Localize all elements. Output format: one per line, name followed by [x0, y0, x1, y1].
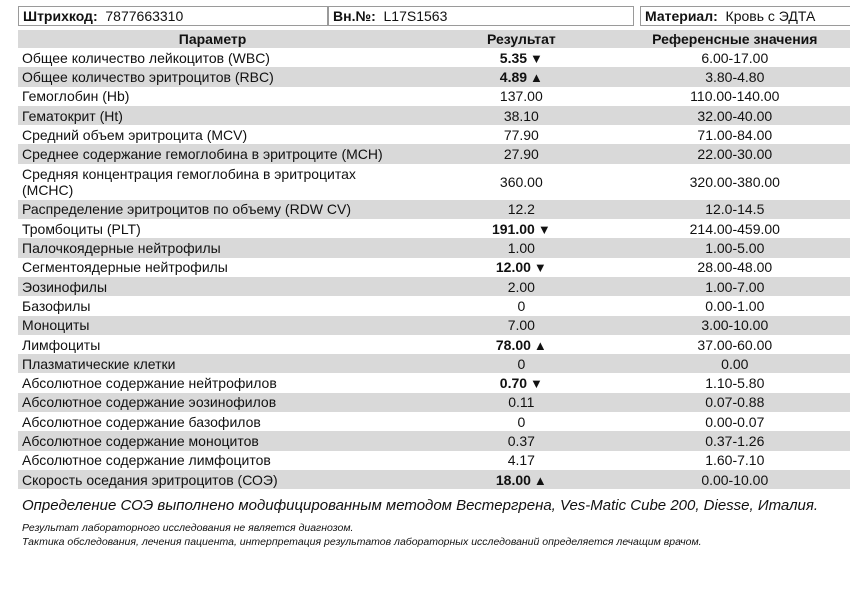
column-header-reference: Референсные значения — [652, 31, 818, 47]
barcode-cell — [18, 6, 328, 26]
result-value: 78.00 — [495, 336, 531, 353]
table-row — [18, 451, 850, 470]
result-cell — [411, 108, 631, 124]
reference-range: 71.00-84.00 — [697, 126, 773, 143]
material-cell — [640, 6, 850, 26]
result-value: 0.11 — [508, 394, 535, 411]
extra-column-cell — [840, 258, 850, 277]
table-row — [18, 238, 850, 257]
parameter-name: Палочкоядерные нейтрофилы — [22, 240, 221, 257]
parameter-name: Лимфоциты — [22, 336, 101, 353]
column-header-extra — [840, 30, 850, 48]
reference-range: 12.0-14.5 — [705, 201, 765, 218]
parameter-name: Гематокрит (Ht) — [22, 107, 123, 124]
extra-column-cell — [840, 354, 850, 373]
reference-range: 6.00-17.00 — [701, 49, 769, 66]
reference-range: 28.00-48.00 — [697, 259, 773, 276]
result-value: 77.90 — [503, 126, 539, 143]
result-value: 0.37 — [507, 432, 535, 449]
reference-range: 0.00-10.00 — [701, 471, 769, 488]
result-cell — [411, 146, 631, 162]
column-header-result: Результат — [486, 31, 556, 47]
result-cell — [411, 298, 631, 314]
result-value: 5.35 — [499, 49, 528, 66]
table-row — [18, 277, 850, 296]
disclaimer-1: Результат лабораторного исследования не является диагнозом. — [22, 522, 354, 534]
result-value: 0 — [517, 355, 526, 372]
result-cell — [411, 259, 631, 275]
table-row — [18, 125, 850, 144]
arrow-up-icon: ▲ — [530, 69, 543, 85]
extra-column-cell — [840, 393, 850, 412]
result-value: 4.17 — [507, 452, 535, 469]
table-row — [18, 200, 850, 219]
parameter-name: Среднее содержание гемоглобина в эритроците (MCH) — [22, 146, 383, 163]
table-row — [18, 470, 850, 489]
table-row — [18, 373, 850, 392]
table-row — [18, 316, 850, 335]
arrow-down-icon: ▼ — [533, 260, 547, 276]
extra-column-cell — [840, 164, 850, 200]
extra-column-cell — [840, 238, 850, 257]
extra-column-cell — [840, 200, 850, 219]
extra-column-cell — [840, 470, 850, 489]
table-row — [18, 87, 850, 106]
table-row — [18, 144, 850, 163]
result-cell — [411, 201, 631, 217]
extra-column-cell — [840, 373, 850, 392]
reference-range: 110.00-140.00 — [690, 88, 780, 105]
parameter-name: Абсолютное содержание моноцитов — [22, 432, 259, 449]
table-row — [18, 393, 850, 412]
parameter-name: Распределение эритроцитов по объему (RDW CV) — [22, 201, 352, 218]
reference-range: 0.00-0.07 — [705, 413, 765, 430]
result-cell — [411, 452, 631, 468]
result-value: 12.00 — [495, 259, 531, 276]
result-cell — [411, 317, 631, 333]
ext-number-label: Вн.№: — [333, 8, 376, 24]
table-row — [18, 296, 850, 315]
parameter-name: Общее количество эритроцитов (RBC) — [22, 68, 274, 85]
extra-column-cell — [840, 125, 850, 144]
extra-column-cell — [840, 316, 850, 335]
result-cell — [411, 472, 631, 488]
table-row — [18, 67, 850, 86]
extra-column-cell — [840, 219, 850, 238]
barcode-label: Штрихкод: — [23, 8, 98, 24]
arrow-up-icon: ▲ — [533, 472, 547, 488]
result-cell — [411, 240, 631, 256]
result-value: 137.00 — [499, 88, 543, 105]
parameter-name: Абсолютное содержание базофилов — [22, 413, 261, 430]
parameter-name: Тромбоциты (PLT) — [22, 220, 141, 237]
result-cell — [411, 356, 631, 372]
reference-range: 0.37-1.26 — [705, 432, 765, 449]
parameter-name: Гемоглобин (Hb) — [22, 88, 130, 105]
reference-range: 320.00-380.00 — [689, 173, 780, 190]
result-cell — [411, 69, 631, 85]
extra-column-cell — [840, 431, 850, 450]
result-cell — [411, 127, 631, 143]
result-value: 1.00 — [507, 240, 535, 257]
result-value: 38.10 — [503, 107, 539, 124]
result-cell — [411, 88, 631, 104]
parameter-name: Средняя концентрация гемоглобина в эритроцитах (MCHC) — [22, 165, 356, 198]
arrow-down-icon: ▼ — [530, 50, 543, 66]
header-bar — [18, 6, 850, 26]
parameter-name: Абсолютное содержание лимфоцитов — [22, 452, 271, 469]
results-table — [18, 30, 850, 489]
table-row — [18, 335, 850, 354]
extra-column-cell — [840, 106, 850, 125]
result-value: 360.00 — [499, 173, 543, 190]
result-value: 0.70 — [499, 375, 528, 392]
result-cell — [411, 279, 631, 295]
reference-range: 214.00-459.00 — [689, 220, 780, 237]
extra-column-cell — [840, 144, 850, 163]
parameter-name: Базофилы — [22, 297, 91, 314]
result-value: 0 — [517, 413, 526, 430]
reference-range: 0.00 — [721, 355, 749, 372]
result-value: 191.00 — [491, 220, 535, 237]
reference-range: 3.00-10.00 — [701, 317, 769, 334]
table-row — [18, 48, 850, 67]
result-value: 4.89 — [499, 68, 528, 85]
result-value: 0 — [517, 297, 526, 314]
parameter-name: Моноциты — [22, 317, 90, 334]
column-header-parameter: Параметр — [178, 31, 247, 47]
reference-range: 3.80-4.80 — [705, 68, 765, 85]
reference-range: 1.00-5.00 — [705, 240, 765, 257]
result-cell — [411, 337, 631, 353]
result-cell — [411, 221, 631, 237]
extra-column-cell — [840, 277, 850, 296]
reference-range: 0.07-0.88 — [705, 394, 765, 411]
extra-column-cell — [840, 87, 850, 106]
reference-range: 1.00-7.00 — [705, 278, 765, 295]
result-value: 27.90 — [503, 146, 539, 163]
extra-column-cell — [840, 296, 850, 315]
table-header — [18, 30, 850, 48]
result-cell — [411, 50, 631, 66]
table-row — [18, 412, 850, 431]
ext-number-value: L17S1563 — [383, 8, 448, 24]
material-label: Материал: — [645, 8, 718, 24]
reference-range: 1.10-5.80 — [705, 375, 765, 392]
extra-column-cell — [840, 48, 850, 67]
table-row — [18, 258, 850, 277]
extra-column-cell — [840, 335, 850, 354]
result-cell — [411, 394, 631, 410]
table-row — [18, 219, 850, 238]
arrow-up-icon: ▲ — [533, 337, 547, 353]
result-value: 2.00 — [507, 278, 535, 295]
result-value: 7.00 — [507, 317, 535, 334]
result-value: 18.00 — [495, 471, 531, 488]
result-cell — [411, 375, 631, 391]
parameter-name: Скорость оседания эритроцитов (СОЭ) — [22, 471, 278, 488]
arrow-down-icon: ▼ — [530, 376, 543, 392]
parameter-name: Плазматические клетки — [22, 355, 176, 372]
barcode-value: 7877663310 — [105, 8, 184, 24]
parameter-name: Абсолютное содержание эозинофилов — [22, 394, 277, 411]
result-cell — [411, 433, 631, 449]
parameter-name: Общее количество лейкоцитов (WBC) — [22, 49, 270, 66]
parameter-name: Средний объем эритроцита (MCV) — [22, 126, 248, 143]
disclaimer-2: Тактика обследования, лечения пациента, интерпретация результатов лабораторных исследований определяется лечащим врачом. — [22, 536, 702, 548]
table-row — [18, 106, 850, 125]
table-row — [18, 431, 850, 450]
material-value: Кровь с ЭДТА — [725, 8, 816, 24]
parameter-name: Абсолютное содержание нейтрофилов — [22, 375, 277, 392]
extra-column-cell — [840, 451, 850, 470]
reference-range: 22.00-30.00 — [697, 146, 773, 163]
table-row — [18, 354, 850, 373]
result-value: 12.2 — [507, 201, 535, 218]
extra-column-cell — [840, 412, 850, 431]
reference-range: 32.00-40.00 — [697, 107, 773, 124]
table-row — [18, 164, 850, 200]
extra-column-cell — [840, 67, 850, 86]
result-cell — [411, 414, 631, 430]
ext-number-cell — [328, 6, 634, 26]
parameter-name: Сегментоядерные нейтрофилы — [22, 259, 228, 276]
reference-range: 0.00-1.00 — [705, 297, 765, 314]
arrow-down-icon: ▼ — [537, 221, 551, 237]
parameter-name: Эозинофилы — [22, 278, 108, 295]
reference-range: 1.60-7.10 — [705, 452, 765, 469]
reference-range: 37.00-60.00 — [697, 336, 773, 353]
result-cell — [411, 174, 631, 190]
method-note: Определение СОЭ выполнено модифицированным методом Вестергрена, Ves-Matic Cube 200, Diesse, Италия. — [22, 497, 819, 514]
